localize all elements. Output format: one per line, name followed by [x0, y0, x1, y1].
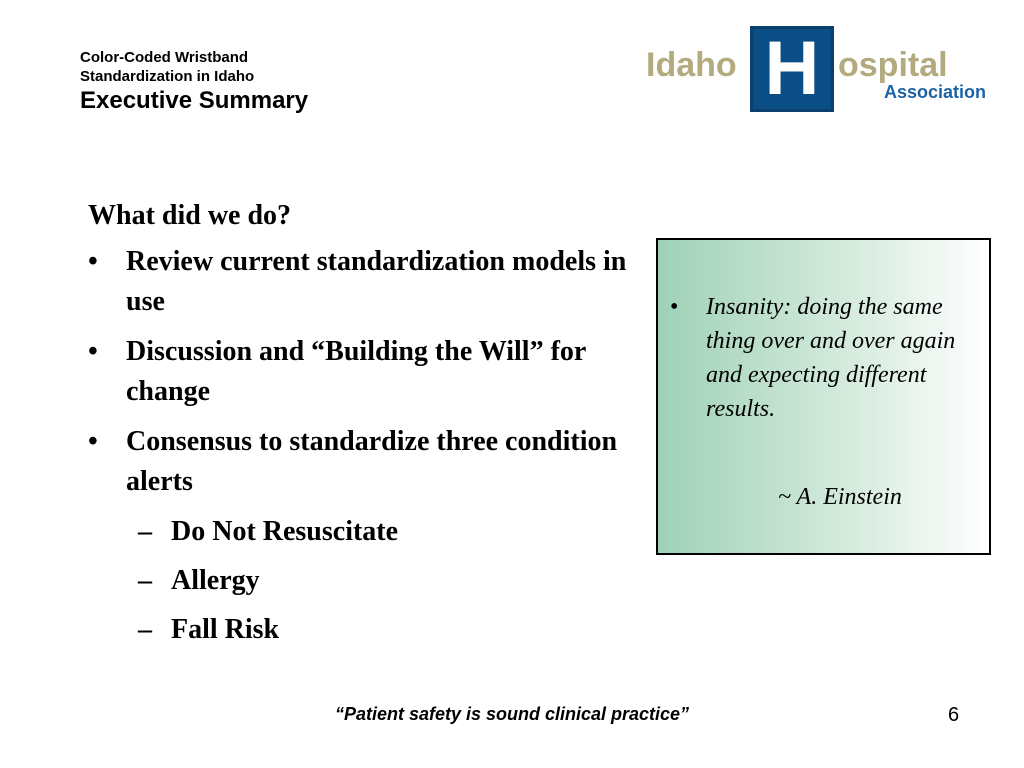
- dash-icon: –: [138, 565, 152, 596]
- slide-title: Executive Summary: [80, 87, 309, 114]
- question-heading: What did we do?: [88, 200, 292, 231]
- sub-item: [88, 610, 648, 650]
- quote-bullet-icon: •: [670, 294, 679, 320]
- header-line-1: Color-Coded Wristband: [80, 49, 249, 66]
- sub-item-text: Fall Risk: [171, 614, 280, 645]
- bullet-icon: •: [88, 246, 98, 277]
- bullet-item: [88, 332, 648, 412]
- slide-header: [80, 48, 308, 116]
- dash-icon: –: [138, 516, 152, 547]
- bullet-icon: •: [88, 336, 98, 367]
- header-line-2: Standardization in Idaho: [80, 68, 255, 85]
- bullet-item: [88, 422, 648, 502]
- bullet-list: [88, 242, 648, 650]
- quote-author: ~ A. Einstein: [778, 484, 902, 510]
- quote-text: Insanity: doing the same thing over and over again and expecting different results.: [706, 294, 956, 422]
- logo-text-association: Association: [884, 82, 987, 102]
- page-number: 6: [948, 704, 960, 726]
- logo-h-box: [750, 26, 834, 112]
- sub-item: [88, 561, 648, 601]
- sub-item: [88, 512, 648, 552]
- dash-icon: –: [138, 614, 152, 645]
- logo-text-idaho: Idaho: [646, 46, 737, 84]
- sub-item-text: Allergy: [171, 565, 260, 596]
- bullet-item: [88, 242, 648, 322]
- bullet-text: Review current standardization models in use: [126, 246, 627, 317]
- bullet-icon: •: [88, 426, 98, 457]
- quote-box: [656, 238, 991, 555]
- idaho-hospital-association-logo: [646, 24, 996, 116]
- bullet-text: Consensus to standardize three condition alerts: [126, 426, 618, 497]
- logo-text-ospital: ospital: [838, 46, 948, 84]
- bullet-text: Discussion and “Building the Will” for change: [126, 336, 586, 407]
- footer-tagline: “Patient safety is sound clinical practice”: [334, 704, 690, 724]
- slide-body: [88, 196, 648, 659]
- sub-item-text: Do Not Resuscitate: [171, 516, 399, 547]
- logo-letter-h: H: [764, 26, 820, 111]
